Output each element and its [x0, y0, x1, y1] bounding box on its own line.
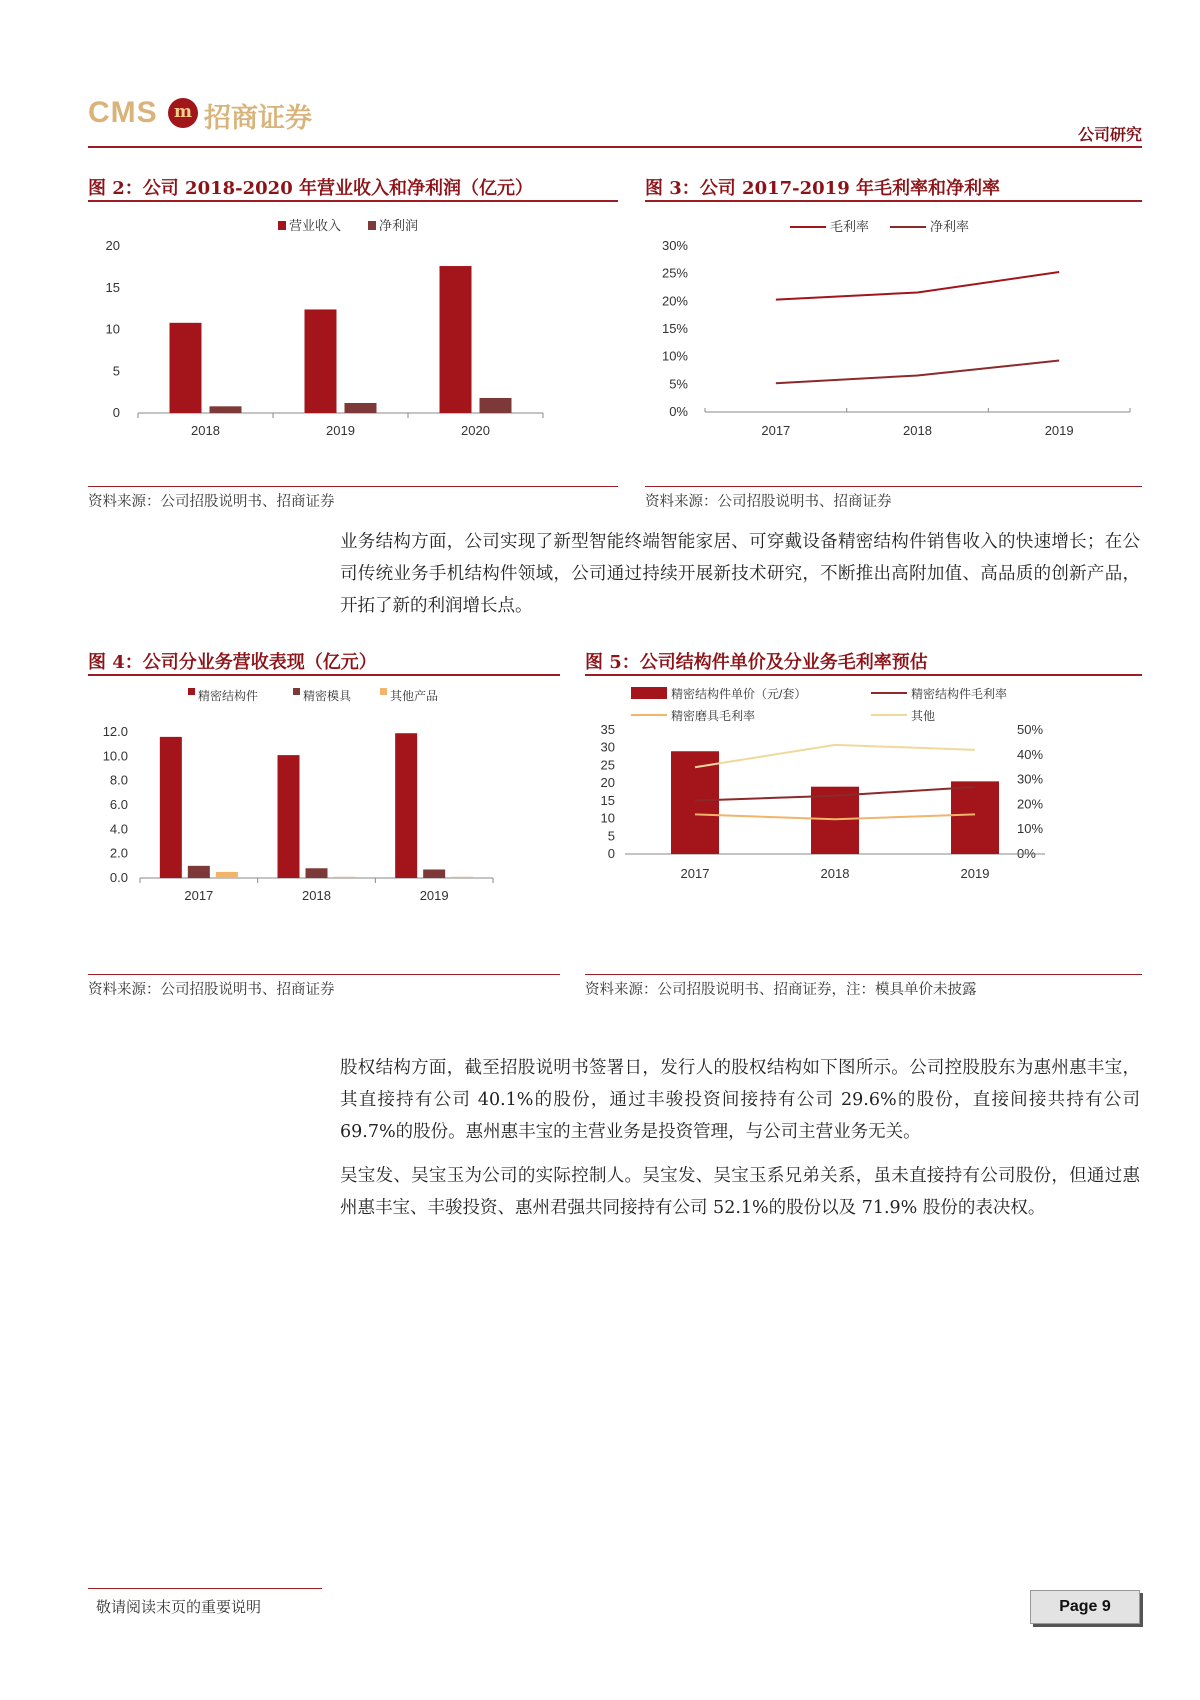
bar-净利润 [345, 403, 377, 413]
legend-label: 精密磨具毛利率 [671, 709, 756, 723]
fig5-source-rule [585, 974, 1142, 975]
y-tick-label: 15 [105, 279, 120, 295]
y-left-tick-label: 35 [600, 722, 615, 737]
legend-swatch [631, 687, 667, 699]
fig5-chart [585, 682, 1142, 974]
x-tick-label: 2018 [820, 866, 850, 881]
y-right-tick-label: 30% [1017, 771, 1044, 787]
bar-其他产品 [334, 877, 356, 878]
fig2-source-rule [88, 486, 618, 487]
legend-swatch [380, 688, 387, 695]
bar-营业收入 [440, 266, 472, 413]
fig2-title: 图 2：公司 2018-2020 年营业收入和净利润（亿元） [88, 178, 533, 199]
fig3-source-rule [645, 486, 1142, 487]
x-tick-label: 2019 [326, 423, 355, 438]
y-right-tick-label: 0% [1017, 846, 1036, 861]
y-tick-label: 0% [669, 404, 688, 419]
legend-label: 精密模具 [303, 689, 352, 703]
bar-unit-price [951, 781, 999, 854]
logo-mark-icon: m [168, 98, 198, 128]
y-tick-label: 5% [669, 376, 688, 392]
y-left-tick-label: 5 [607, 828, 615, 844]
y-left-tick-label: 0 [607, 846, 615, 861]
legend-label: 其他产品 [390, 689, 439, 703]
bar-营业收入 [170, 323, 202, 413]
bar-其他产品 [216, 872, 238, 878]
legend-label: 净利率 [930, 219, 970, 234]
business-structure-paragraph [340, 526, 1140, 634]
legend-label: 净利润 [379, 218, 419, 233]
x-tick-label: 2019 [1044, 423, 1074, 438]
y-left-tick-label: 15 [600, 792, 615, 808]
bar-精密结构件 [278, 755, 300, 878]
fig5-title-rule [585, 674, 1142, 676]
x-tick-label: 2017 [761, 423, 791, 438]
legend-label: 毛利率 [830, 219, 870, 234]
fig5-source: 资料来源：公司招股说明书、招商证券，注：模具单价未披露 [585, 982, 977, 998]
legend-label: 精密结构件单价（元/套） [671, 687, 807, 701]
y-tick-label: 10% [661, 348, 688, 364]
fig4-title-rule [88, 674, 560, 676]
y-left-tick-label: 25 [600, 757, 615, 773]
x-tick-label: 2018 [191, 423, 220, 438]
fig2-chart [88, 208, 618, 483]
bar-营业收入 [305, 309, 337, 413]
line-其他 [695, 745, 975, 767]
legend-swatch [278, 221, 286, 230]
fig5-title: 图 5：公司结构件单价及分业务毛利率预估 [585, 652, 928, 673]
fig2-source: 资料来源：公司招股说明书、招商证券 [88, 494, 335, 510]
legend-label: 营业收入 [289, 218, 342, 233]
fig3-title: 图 3：公司 2017-2019 年毛利率和净利率 [645, 178, 1000, 199]
y-tick-label: 4.0 [109, 821, 128, 837]
fig3-chart [645, 208, 1142, 483]
logo-latin: CMS [88, 96, 158, 129]
y-tick-label: 10.0 [102, 748, 128, 764]
y-tick-label: 20 [105, 238, 120, 253]
ownership-paragraph: 股权结构方面，截至招股说明书签署日，发行人的股权结构如下图所示。公司控股股东为惠州惠丰宝，其直接持有公司 40.1%的股份，通过丰骏投资间接持有公司 29.6%的股份，直接间接共持有公司 69.7%的股份。惠州惠丰宝的主营业务是投资管理，与公司主营业务无关。 [340, 1058, 1140, 1142]
bar-精密结构件 [160, 737, 182, 878]
section-label: 公司研究 [1077, 125, 1142, 144]
y-left-tick-label: 10 [600, 810, 615, 826]
y-right-tick-label: 50% [1017, 722, 1044, 737]
y-left-tick-label: 20 [600, 775, 615, 791]
legend-label: 其他 [911, 709, 936, 723]
bar-精密模具 [423, 869, 445, 878]
bar-精密结构件 [395, 733, 417, 878]
bar-精密模具 [188, 866, 210, 878]
bar-净利润 [210, 406, 242, 413]
fig4-source: 资料来源：公司招股说明书、招商证券 [88, 982, 335, 998]
y-tick-label: 25% [661, 265, 688, 281]
y-tick-label: 2.0 [109, 845, 128, 861]
y-right-tick-label: 20% [1017, 796, 1044, 812]
y-left-tick-label: 30 [600, 739, 615, 755]
fig4-title: 图 4：公司分业务营收表现（亿元） [88, 652, 377, 673]
page-number-box [1030, 1590, 1140, 1624]
line-净利率 [776, 361, 1059, 384]
fig4-source-rule [88, 974, 560, 975]
line-毛利率 [776, 272, 1059, 300]
x-tick-label: 2018 [302, 888, 331, 903]
legend-swatch [368, 221, 376, 230]
bar-其他产品 [451, 877, 473, 878]
x-tick-label: 2020 [461, 423, 490, 438]
y-tick-label: 5 [112, 363, 120, 379]
x-tick-label: 2017 [680, 866, 710, 881]
footer-note: 敬请阅读末页的重要说明 [96, 1598, 262, 1616]
y-tick-label: 0 [112, 405, 120, 420]
y-tick-label: 6.0 [109, 797, 128, 812]
company-logo [88, 92, 348, 136]
controller-paragraph: 吴宝发、吴宝玉为公司的实际控制人。吴宝发、吴宝玉系兄弟关系，虽未直接持有公司股份，但通过惠州惠丰宝、丰骏投资、惠州君强共同接持有公司 52.1%的股份以及 71.9% 股份的表决权。 [340, 1166, 1140, 1218]
y-tick-label: 0.0 [109, 870, 128, 885]
legend-label: 精密结构件 [198, 689, 259, 703]
fig3-source: 资料来源：公司招股说明书、招商证券 [645, 494, 892, 510]
bar-净利润 [480, 398, 512, 413]
y-tick-label: 8.0 [109, 772, 128, 788]
logo-chinese: 招商证券 [204, 103, 312, 134]
legend-label: 精密结构件毛利率 [911, 687, 1008, 701]
legend-swatch [293, 688, 300, 695]
fig4-chart [88, 682, 560, 974]
bar-精密模具 [306, 868, 328, 878]
fig2-title-rule [88, 200, 618, 202]
y-right-tick-label: 40% [1017, 746, 1044, 762]
y-tick-label: 20% [661, 293, 688, 309]
legend-swatch [188, 688, 195, 695]
y-tick-label: 30% [661, 238, 688, 253]
x-tick-label: 2017 [184, 888, 214, 903]
y-tick-label: 10 [105, 321, 120, 337]
y-tick-label: 15% [661, 321, 688, 336]
header-divider [88, 146, 1142, 148]
x-tick-label: 2019 [960, 866, 990, 881]
x-tick-label: 2019 [419, 888, 449, 903]
y-right-tick-label: 10% [1017, 821, 1044, 837]
ownership-paragraphs [340, 1052, 1140, 1236]
footer-rule [88, 1588, 322, 1589]
y-tick-label: 12.0 [102, 724, 128, 739]
paragraph-text: 业务结构方面，公司实现了新型智能终端智能家居、可穿戴设备精密结构件销售收入的快速增长；在公司传统业务手机结构件领域，公司通过持续开展新技术研究，不断推出高附加值、高品质的创新产品，开拓了新的利润增长点。 [340, 532, 1140, 616]
x-tick-label: 2018 [903, 423, 932, 438]
page-number: Page 9 [1059, 1598, 1111, 1615]
fig3-title-rule [645, 200, 1142, 202]
